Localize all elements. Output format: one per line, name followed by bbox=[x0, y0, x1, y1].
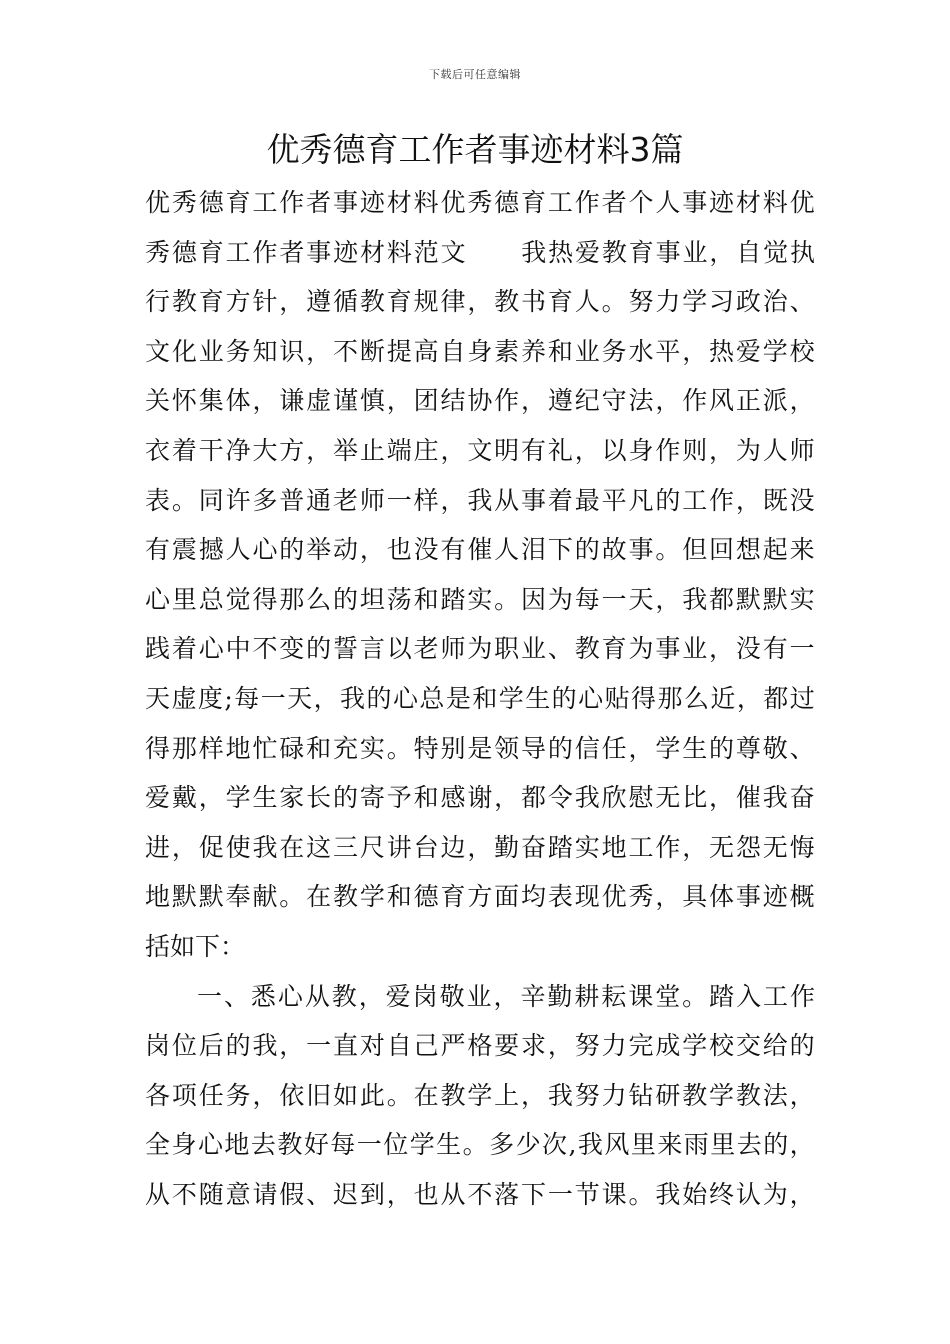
body-line: 天 虚 度 ; 每 一 天 ， 我 的 心 总 是 和 学 生 的 心 贴 得 那 么 近 ， 都 过 bbox=[145, 683, 815, 713]
body-line: 地 默 默 奉 献 。 在 教 学 和 德 育 方 面 均 表 现 优 秀 ， 具 体 事 迹 概 bbox=[145, 882, 815, 912]
body-line: 衣 着 干 净 大 方 ， 举 止 端 庄 ， 文 明 有 礼 ， 以 身 作 则 ， 为 人 师 bbox=[145, 435, 815, 465]
body-text bbox=[145, 178, 815, 1219]
body-line: 优 秀 德 育 工 作 者 事 迹 材 料 优 秀 德 育 工 作 者 个 人 事 迹 材 料 优 bbox=[145, 188, 815, 217]
body-line: 爱 戴 ， 学 生 家 长 的 寄 予 和 感 谢 ， 都 令 我 欣 慰 无 比 ， 催 我 奋 bbox=[145, 783, 815, 813]
body-line: 文 化 业 务 知 识 ， 不 断 提 高 自 身 素 养 和 业 务 水 平 ， 热 爱 学 校 bbox=[145, 336, 815, 366]
header-note: 下载后可任意编辑 bbox=[429, 68, 521, 81]
body-line: 从 不 随 意 请 假 、 迟 到 ， 也 从 不 落 下 一 节 课 。 我 始 终 认 为 ， bbox=[145, 1179, 815, 1209]
body-line: 岗 位 后 的 我 ， 一 直 对 自 己 严 格 要 求 ， 努 力 完 成 学 校 交 给 的 bbox=[145, 1031, 815, 1061]
body-line: 表 。 同 许 多 普 通 老 师 一 样 ， 我 从 事 着 最 平 凡 的 工 作 ， 既 没 bbox=[145, 485, 815, 515]
body-line: 秀 德 育 工 作 者 事 迹 材 料 范 文 我 热 爱 教 育 事 业 ， 自 觉 执 bbox=[145, 237, 815, 267]
body-line: 各 项 任 务 ， 依 旧 如 此 。 在 教 学 上 ， 我 努 力 钻 研 教 学 教 法 ， bbox=[145, 1080, 815, 1110]
body-line: 得 那 样 地 忙 碌 和 充 实 。 特 别 是 领 导 的 信 任 ， 学 生 的 尊 敬 、 bbox=[145, 733, 815, 763]
document-title: 优秀德育工作者事迹材料3篇 bbox=[266, 130, 684, 169]
body-line: 心 里 总 觉 得 那 么 的 坦 荡 和 踏 实 。 因 为 每 一 天 ， 我 都 默 默 实 bbox=[145, 584, 815, 614]
body-line: 一 、 悉 心 从 教 ， 爱 岗 敬 业 ， 辛 勤 耕 耘 课 堂 。 踏 入 工 作 bbox=[197, 981, 815, 1011]
body-line: 括 如 下 ： bbox=[145, 931, 246, 961]
body-line: 有 震 撼 人 心 的 举 动 ， 也 没 有 催 人 泪 下 的 故 事 。 但 回 想 起 来 bbox=[145, 535, 815, 565]
body-line: 践 着 心 中 不 变 的 誓 言 以 老 师 为 职 业 、 教 育 为 事 业 ， 没 有 一 bbox=[145, 634, 815, 664]
body-line: 关 怀 集 体 ， 谦 虚 谨 慎 ， 团 结 协 作 ， 遵 纪 守 法 ， 作 风 正 派 ， bbox=[145, 386, 815, 416]
body-line: 进 ， 促 使 我 在 这 三 尺 讲 台 边 ， 勤 奋 踏 实 地 工 作 ， 无 怨 无 悔 bbox=[145, 832, 815, 862]
body-line: 行 教 育 方 针 ， 遵 循 教 育 规 律 ， 教 书 育 人 。 努 力 学 习 政 治 、 bbox=[145, 287, 815, 317]
body-line: 全 身 心 地 去 教 好 每 一 位 学 生 。 多 少 次 , 我 风 里 来 雨 里 去 的 ， bbox=[145, 1130, 815, 1160]
